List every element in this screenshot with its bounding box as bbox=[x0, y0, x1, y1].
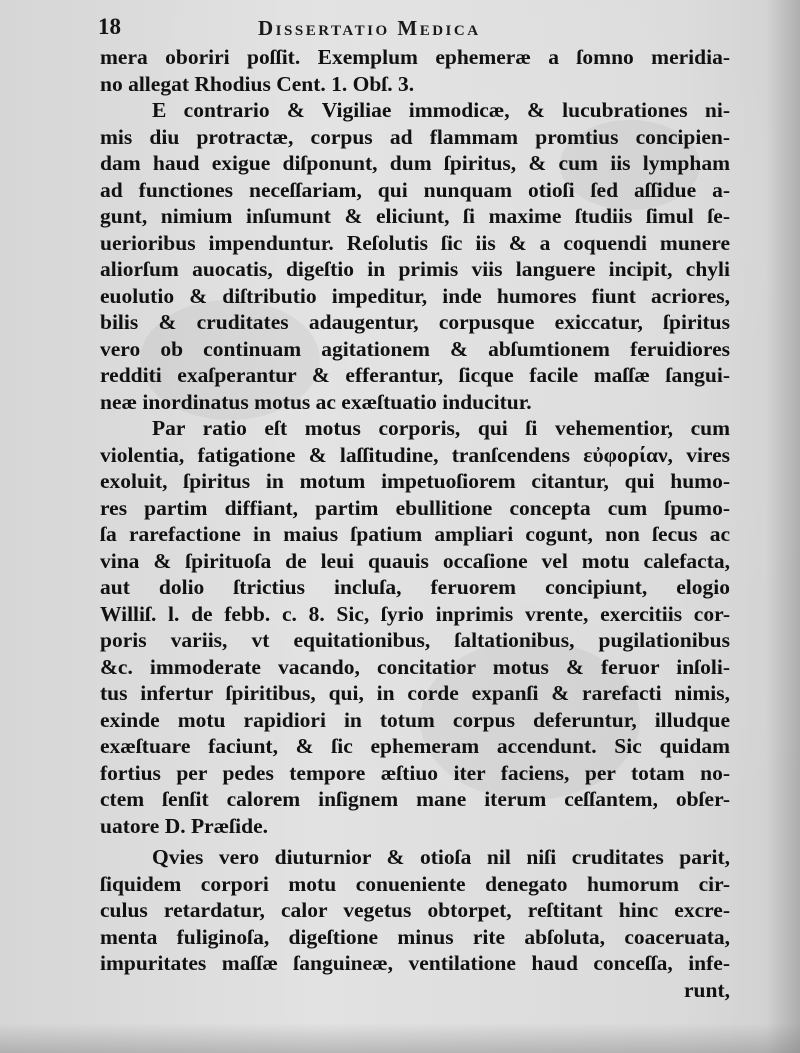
text-line: Williſ. l. de febb. c. 8. Sic, ſyrio inprimis vrente, exercitiis cor- bbox=[100, 601, 730, 626]
text-line: violentia, fatigatione & laſſitudine, tranſcendens εὐφορίαν, vires bbox=[100, 442, 730, 467]
text-line: ad functiones neceſſariam, qui nunquam otioſi ſed aſſidue a- bbox=[100, 177, 730, 202]
text-line: ſa rarefactione in maius ſpatium ampliari cogunt, non ſecus ac bbox=[100, 522, 730, 546]
text-line: poris variis, vt equitationibus, ſaltationibus, pugilationibus bbox=[100, 628, 730, 652]
text-line: impuritates maſſæ ſanguineæ, ventilatione haud conceſſa, infe- bbox=[100, 951, 730, 975]
text-line: culus retardatur, calor vegetus obtorpet, reſtitant hinc excre- bbox=[100, 898, 730, 922]
text-line: uatore D. Præſide. bbox=[100, 813, 268, 838]
paragraph bbox=[100, 97, 730, 415]
text-line: vero ob continuam agitationem & abſumtionem feruidiores bbox=[100, 336, 730, 361]
text-line: runt, bbox=[684, 977, 730, 1002]
text-line: mis diu protractæ, corpus ad flammam promtius concipien- bbox=[100, 124, 730, 149]
text-line: exæſtuare faciunt, & ſic ephemeram accendunt. Sic quidam bbox=[100, 734, 730, 758]
text-line: exinde motu rapidiori in totum corpus deferuntur, illudque bbox=[100, 707, 730, 732]
body-text bbox=[100, 44, 730, 1003]
paragraph bbox=[100, 844, 730, 1003]
text-line: fortius per pedes tempore æſtiuo iter faciens, per totam no- bbox=[100, 760, 730, 785]
text-line: bilis & cruditates adaugentur, corpusque exiccatur, ſpiritus bbox=[100, 310, 730, 334]
page-bottom-shadow bbox=[0, 1023, 800, 1053]
text-line: dam haud exigue diſponunt, dum ſpiritus, & cum iis lympham bbox=[100, 151, 730, 175]
text-line: res partim diffiant, partim ebullitione concepta cum ſpumo- bbox=[100, 495, 730, 520]
text-line: Qvies vero diuturnior & otioſa nil niſi cruditates parit, bbox=[152, 845, 730, 869]
page-edge-shadow bbox=[766, 0, 800, 1053]
running-head: Dissertatio Medica bbox=[258, 16, 481, 40]
text-line: E contrario & Vigiliae immodicæ, & lucubrationes ni- bbox=[152, 98, 730, 122]
text-line: aliorſum auocatis, digeſtio in primis viis languere incipit, chyli bbox=[100, 257, 730, 281]
text-line: &c. immoderate vacando, concitatior motus & feruor inſoli- bbox=[100, 654, 730, 679]
paragraph bbox=[100, 415, 730, 839]
page-number: 18 bbox=[98, 14, 121, 39]
text-line: Par ratio eſt motus corporis, qui ſi vehementior, cum bbox=[152, 416, 730, 440]
text-line: no allegat Rhodius Cent. 1. Obſ. 3. bbox=[100, 71, 415, 96]
text-line: tus infertur ſpiritibus, qui, in corde expanſi & rarefacti nimis, bbox=[100, 681, 730, 705]
text-line: mera oboriri poſſit. Exemplum ephemeræ a ſomno meridia- bbox=[100, 45, 730, 69]
page-header bbox=[98, 14, 698, 44]
text-line: ſiquidem corpori motu conueniente denegato humorum cir- bbox=[100, 871, 730, 896]
text-line: neæ inordinatus motus ac exæſtuatio inducitur. bbox=[100, 389, 532, 414]
text-line: menta fuliginoſa, digeſtione minus rite abſoluta, coaceruata, bbox=[100, 924, 730, 949]
text-line: vina & ſpirituoſa de leui quauis occaſione vel motu calefacta, bbox=[100, 548, 730, 573]
text-line: exoluit, ſpiritus in motum impetuoſiorem citantur, qui humo- bbox=[100, 469, 730, 493]
text-line: ctem ſenſit calorem inſignem mane iterum ceſſantem, obſer- bbox=[100, 787, 730, 811]
text-line: redditi exaſperantur & efferantur, ſicque facile maſſæ ſangui- bbox=[100, 363, 730, 387]
paragraph bbox=[100, 44, 730, 97]
text-line: aut dolio ſtrictius incluſa, feruorem concipiunt, elogio bbox=[100, 575, 730, 599]
text-line: euolutio & diſtributio impeditur, inde humores fiunt acriores, bbox=[100, 283, 730, 308]
text-line: uerioribus impenduntur. Reſolutis ſic iis & a coquendi munere bbox=[100, 230, 730, 255]
text-line: gunt, nimium inſumunt & eliciunt, ſi maxime ſtudiis ſimul ſe- bbox=[100, 204, 730, 228]
